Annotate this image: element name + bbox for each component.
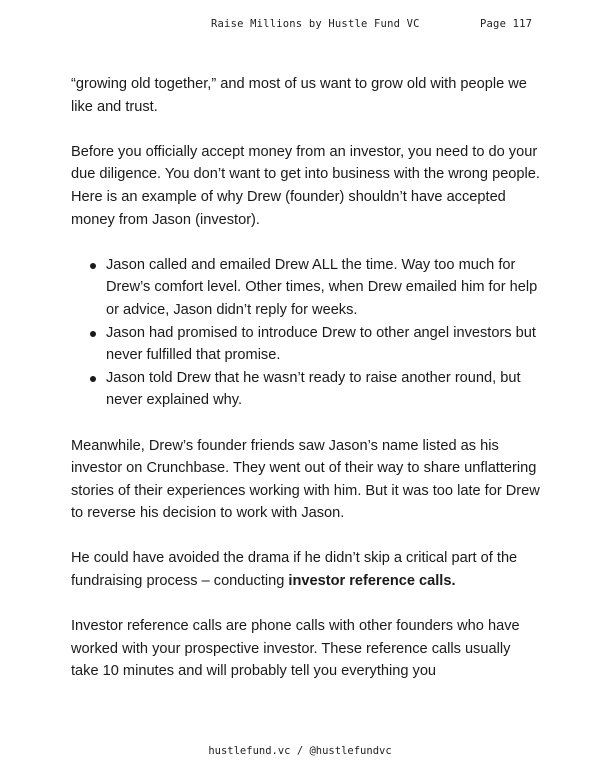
page-number: Page 117 (480, 18, 533, 30)
list-item (71, 254, 541, 322)
bullet-icon (90, 331, 96, 337)
paragraph: Investor reference calls are phone calls with other founders who have worked with your prospective investor. These reference calls usually take 10 minutes and will probably tell you everything you (71, 618, 520, 680)
book-title: Raise Millions by Hustle Fund VC (211, 18, 420, 30)
page-footer: hustlefund.vc / @hustlefundvc (208, 745, 392, 757)
paragraph-text: He could have avoided the drama if he didn’t skip a critical part of the fundraising process – conducting (71, 550, 518, 590)
bullet-icon (90, 263, 96, 269)
page-body (71, 73, 541, 706)
paragraph: Before you officially accept money from an investor, you need to do your due diligence. You don’t want to get into business with the wrong people. Here is an example of why Drew (founder) shouldn’t have accepted money from Jason (investor). (71, 143, 540, 228)
bullet-icon (90, 376, 96, 382)
list-item-text: Jason called and emailed Drew ALL the time. Way too much for Drew’s comfort level. Other times, when Drew emailed him for help or advice, Jason didn’t reply for weeks. (106, 256, 538, 318)
paragraph: Meanwhile, Drew’s founder friends saw Jason’s name listed as his investor on Crunchbase. They went out of their way to share unflattering stories of their experiences working with him. But it was too late for Drew to reverse his decision to work with Jason. (71, 437, 540, 522)
paragraph: “growing old together,” and most of us want to grow old with people we like and trust. (71, 76, 527, 115)
list-item-text: Jason told Drew that he wasn’t ready to raise another round, but never explained why. (106, 369, 521, 409)
list-item (71, 322, 541, 367)
paragraph (71, 547, 541, 592)
list-item (71, 367, 541, 412)
list-item-text: Jason had promised to introduce Drew to other angel investors but never fulfilled that promise. (106, 324, 536, 364)
emphasis-text: investor reference calls. (288, 573, 456, 590)
bullet-list (71, 254, 541, 412)
